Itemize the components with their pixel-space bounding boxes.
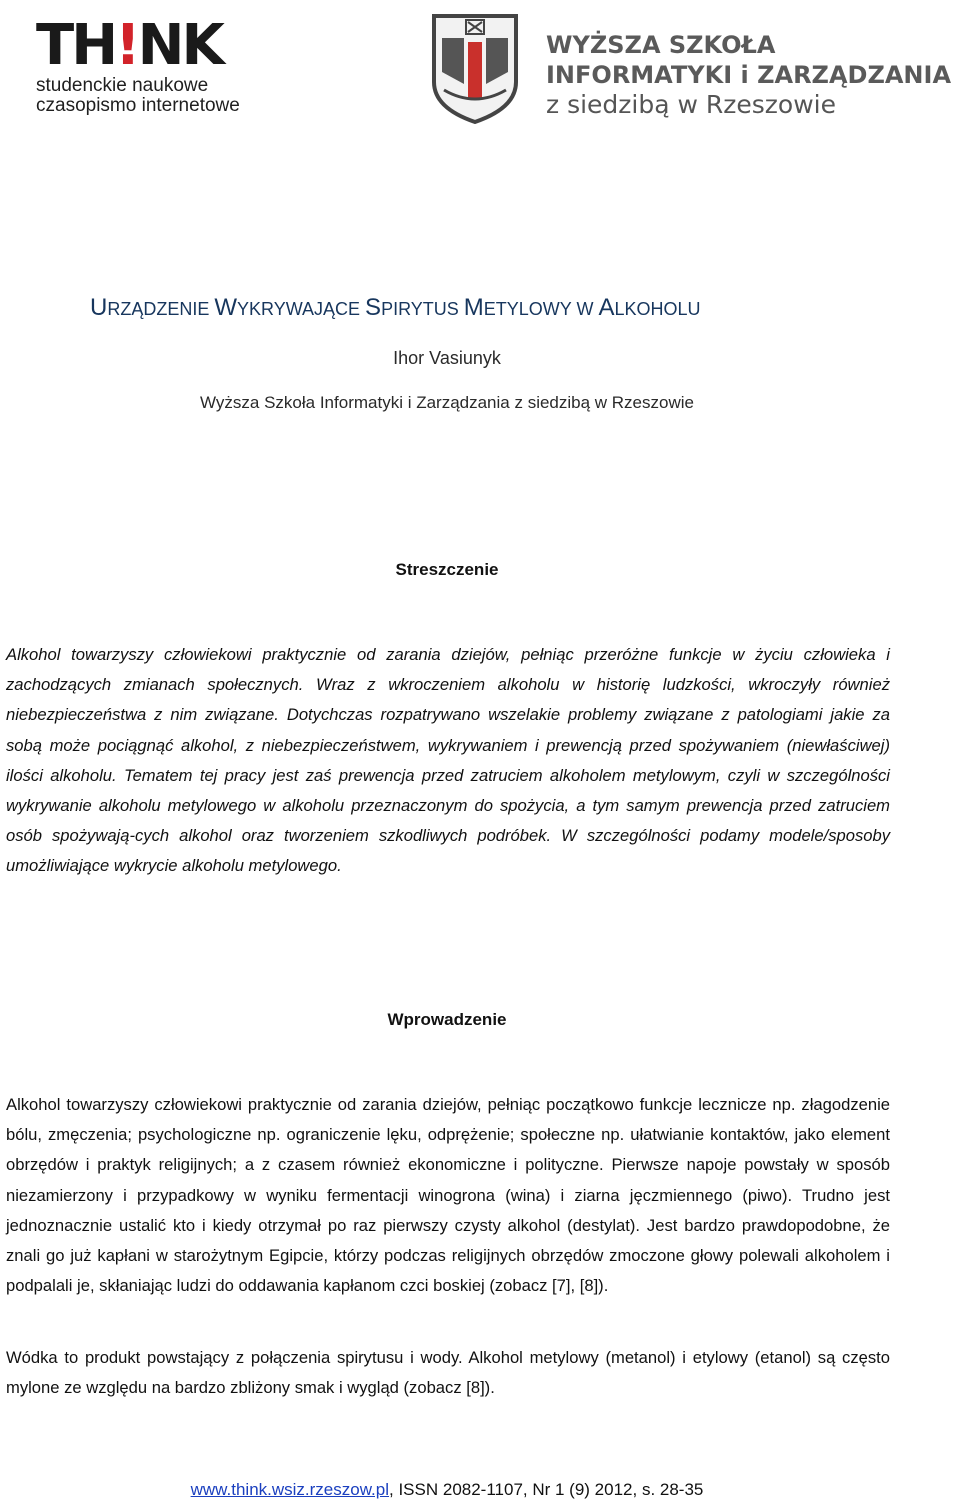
introduction-paragraph-1: Alkohol towarzyszy człowiekowi praktycznie od zarania dziejów, pełniąc początkowo funkcje lecznicze np. złagodzenie bólu, zmęczenia; psychologiczne np. ograniczenie lęku, odprężenie; społeczne np. ułatwianie kontaktów, jako element obrzędów i praktyk religijnych; a z czasem również ekonomiczne i polityczne. Pierwsze napoje powstały w sposób niezamierzony i przypadkowy w wyniku fermentacji winogrona (wina) i ziarna jęczmiennego (piwo). Trudno jest jednoznacznie ustalić kto i kiedy otrzymał po raz pierwszy czysty alkohol (destylat). Jest bardzo prawdopodobne, że znali go już kapłani w starożytnym Egipcie, którzy podczas religijnych obrzędów zmoczone głowy polewali alkoholem i podpalali je, skłaniając ludzi do oddawania kapłanom czci boskiej (zobacz [7], [8]). <box>6 1095 890 1296</box>
paper-affiliation: Wyższa Szkoła Informatyki i Zarządzania z siedzibą w Rzeszowie <box>200 393 694 412</box>
think-logo-subtitle: studenckie naukowe czasopismo internetowe <box>36 75 240 116</box>
paper-title: URZĄDZENIE WYKRYWAJĄCE SPIRYTUS METYLOWY W ALKOHOLU <box>90 294 701 321</box>
wsiz-logo-text <box>546 30 956 120</box>
wsiz-logo-line1: WYŻSZA SZKOŁA <box>546 31 776 59</box>
footer-citation: , ISSN 2082-1107, Nr 1 (9) 2012, s. 28-35 <box>389 1480 704 1499</box>
wsiz-logo-line2: INFORMATYKI i ZARZĄDZANIA <box>546 61 952 89</box>
think-logo-word: TH!NK <box>36 13 222 78</box>
university-emblem-icon <box>426 12 524 124</box>
abstract-heading: Streszczenie <box>395 560 499 579</box>
journal-website-link[interactable]: www.think.wsiz.rzeszow.pl <box>190 1480 390 1499</box>
paper-author: Ihor Vasiunyk <box>393 348 501 368</box>
abstract-text: Alkohol towarzyszy człowiekowi praktycznie od zarania dziejów, pełniąc przeróżne funkcje w życiu człowieka i zachodzących zmianach społecznych. Wraz z wkroczeniem alkoholu w historię ludzkości, wkroczyły również niebezpieczeństwa z nim związane. Dotychczas rozpatrywano wszelakie problemy związane z patologiami jakie za sobą może pociągnąć alkohol, z niebezpieczeństwem, wykrywaniem i prewencją przed spożywaniem (niewłaściwej) ilości alkoholu. Tematem tej pracy jest zaś prewencja przed zatruciem alkoholem metylowym, czyli w szczególności wykrywanie alkoholu metylowego w alkoholu przeznaczonym do spożycia, a tym samym prewencja przed zatruciem osób spożywają-cych alkohol oraz tworzeniem szkodliwych podróbek. W szczególności podamy modele/sposoby umożliwiające wykrycie alkoholu metylowego. <box>6 645 890 876</box>
think-logo <box>12 4 264 126</box>
page-footer <box>0 1480 894 1500</box>
wsiz-logo-line3: z siedzibą w Rzeszowie <box>546 90 836 119</box>
introduction-paragraph-2: Wódka to produkt powstający z połączenia spirytusu i wody. Alkohol metylowy (metanol) i etylowy (etanol) są często mylone ze względu na bardzo zbliżony smak i wygląd (zobacz [8]). <box>6 1348 890 1398</box>
introduction-heading: Wprowadzenie <box>387 1010 507 1029</box>
